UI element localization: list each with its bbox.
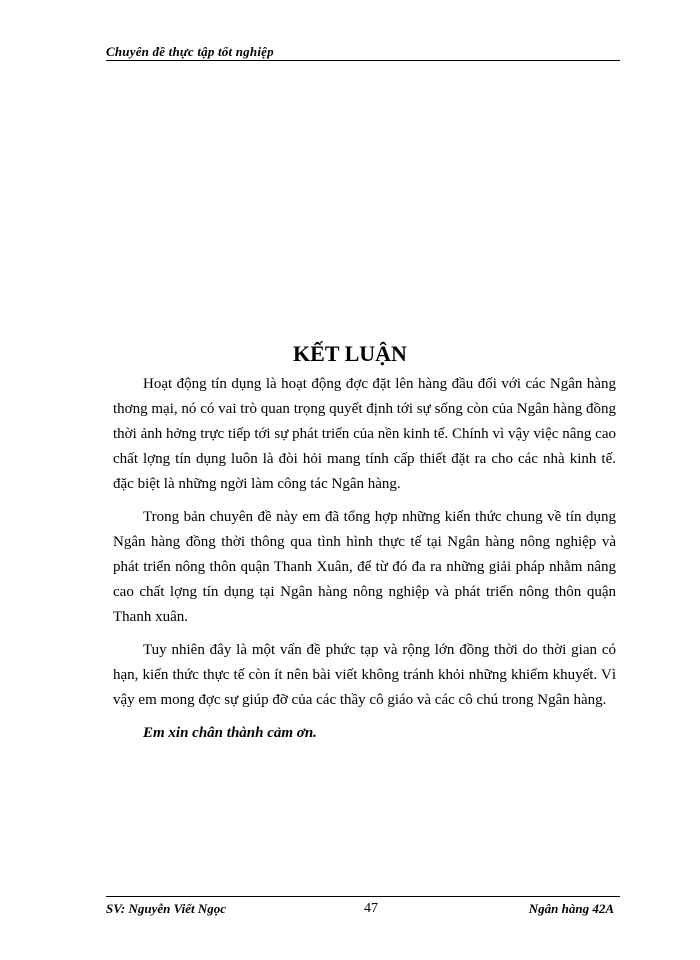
document-body (113, 372, 616, 746)
closing-line: Em xin chân thành cảm ơn. (143, 725, 317, 741)
footer-author: SV: Nguyễn Viết Ngọc (106, 901, 227, 916)
paragraph-1: Hoạt động tín dụng là hoạt động đợc đặt lên hàng đầu đối với các Ngân hàng thơng mại, nó có vai trò quan trọng quyết định tới sự sống còn của Ngân hàng đồng thời ảnh hởng trực tiếp tới sự phát triển của nền kinh tế. Chính vì vậy việc nâng cao chất lợng tín dụng luôn là đòi hỏi mang tính cấp thiết đặt ra cho các nhà kinh tế. đặc biệt là những ngời làm công tác Ngân hàng. (113, 376, 616, 492)
footer-rule (106, 896, 620, 897)
header-title: Chuyên đề thực tập tốt nghiệp (106, 44, 274, 59)
paragraph-3: Tuy nhiên đây là một vấn đề phức tạp và rộng lớn đồng thời do thời gian có hạn, kiến thức thực tế còn ít nên bài viết không tránh khỏi những khiếm khuyết. Vì vậy em mong đợc sự giúp đỡ của các thầy cô giáo và các cô chú trong Ngân hàng. (113, 642, 616, 708)
section-title: KẾT LUẬN (293, 341, 407, 366)
page-footer (106, 896, 620, 921)
header-rule (106, 60, 620, 61)
footer-class: Ngân hàng 42A (528, 901, 614, 916)
page-number: 47 (364, 901, 378, 916)
footer-row (106, 901, 620, 921)
page-header (106, 44, 620, 61)
paragraph-2: Trong bản chuyên đề này em đã tổng hợp những kiến thức chung về tín dụng Ngân hàng đồng thời thông qua tình hình thực tế tại Ngân hàng nông nghiệp và phát triển nông thôn quận Thanh Xuân, để từ đó đa ra những giải pháp nhằm nâng cao chất lợng tín dụng tại Ngân hàng nông nghiệp và phát triển nông thôn quận Thanh xuân. (113, 509, 616, 625)
